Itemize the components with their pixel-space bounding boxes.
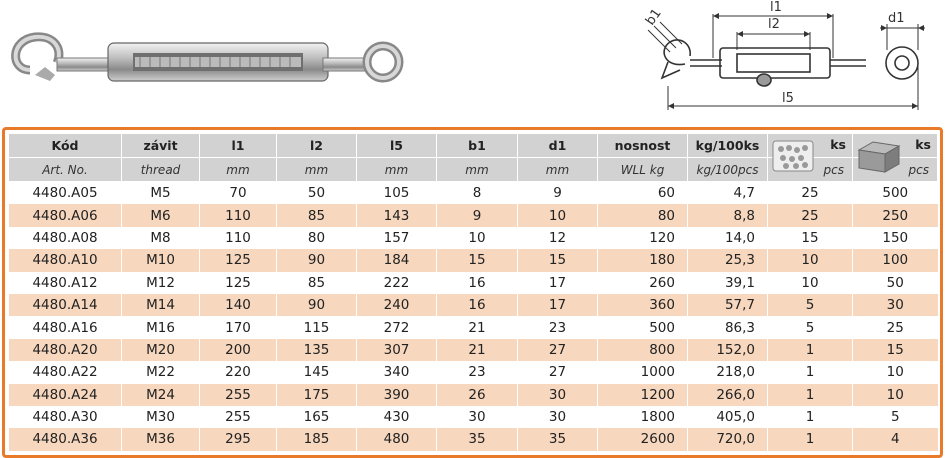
table-cell: 4480.A14 xyxy=(9,294,122,316)
table-cell: 1 xyxy=(768,428,853,450)
table-cell: 1200 xyxy=(598,384,688,406)
table-cell: 80 xyxy=(277,227,357,249)
table-cell: 14,0 xyxy=(688,227,768,249)
table-cell: 105 xyxy=(357,182,437,205)
table-cell: 295 xyxy=(200,428,277,450)
table-cell: 307 xyxy=(357,339,437,361)
table-cell: 16 xyxy=(437,294,518,316)
table-cell: 1800 xyxy=(598,406,688,428)
table-cell: 5 xyxy=(768,316,853,338)
table-cell: 255 xyxy=(200,384,277,406)
table-cell: 250 xyxy=(853,204,938,226)
table-cell: 8 xyxy=(437,182,518,205)
table-row xyxy=(9,182,938,205)
product-illustration-area xyxy=(0,0,945,126)
col-subheader: Art. No. xyxy=(9,158,122,182)
table-cell: 4480.A12 xyxy=(9,272,122,294)
table-cell: 23 xyxy=(437,361,518,383)
table-cell: 184 xyxy=(357,249,437,271)
table-cell: M16 xyxy=(122,316,200,338)
table-cell: 222 xyxy=(357,272,437,294)
table-cell: 27 xyxy=(518,361,598,383)
table-row xyxy=(9,294,938,316)
table-cell: 4480.A05 xyxy=(9,182,122,205)
table-cell: 21 xyxy=(437,339,518,361)
table-cell: 260 xyxy=(598,272,688,294)
table-cell: 12 xyxy=(518,227,598,249)
table-cell: 100 xyxy=(853,249,938,271)
table-cell: 500 xyxy=(853,182,938,205)
table-cell: 25,3 xyxy=(688,249,768,271)
table-cell: 115 xyxy=(277,316,357,338)
table-cell: 16 xyxy=(437,272,518,294)
table-cell: 1 xyxy=(768,361,853,383)
col-subheader: mm xyxy=(357,158,437,182)
box-icon xyxy=(857,138,901,174)
table-cell: 39,1 xyxy=(688,272,768,294)
col-header-box xyxy=(853,134,938,158)
table-cell: 30 xyxy=(853,294,938,316)
col-header-pack xyxy=(768,134,853,158)
table-cell: 35 xyxy=(437,428,518,450)
table-cell: 1 xyxy=(768,406,853,428)
table-cell: M20 xyxy=(122,339,200,361)
col-header: kg/100ks xyxy=(688,134,768,158)
table-cell: M30 xyxy=(122,406,200,428)
table-row xyxy=(9,272,938,294)
table-cell: 4480.A20 xyxy=(9,339,122,361)
table-cell: 85 xyxy=(277,204,357,226)
table-cell: 21 xyxy=(437,316,518,338)
table-cell: 25 xyxy=(853,316,938,338)
table-cell: 800 xyxy=(598,339,688,361)
table-row xyxy=(9,204,938,226)
label-d1: d1 xyxy=(888,11,905,26)
table-cell: 340 xyxy=(357,361,437,383)
table-cell: 90 xyxy=(277,249,357,271)
table-cell: 25 xyxy=(768,204,853,226)
table-cell: 25 xyxy=(768,182,853,205)
col-subheader: WLL kg xyxy=(598,158,688,182)
table-cell: 255 xyxy=(200,406,277,428)
col-subheader: thread xyxy=(122,158,200,182)
col-header: l2 xyxy=(277,134,357,158)
table-cell: 50 xyxy=(853,272,938,294)
table-cell: M22 xyxy=(122,361,200,383)
table-cell: 50 xyxy=(277,182,357,205)
table-cell: 360 xyxy=(598,294,688,316)
table-cell: 135 xyxy=(277,339,357,361)
table-cell: 157 xyxy=(357,227,437,249)
table-cell: 266,0 xyxy=(688,384,768,406)
table-cell: 10 xyxy=(437,227,518,249)
table-row xyxy=(9,316,938,338)
table-cell: 10 xyxy=(768,249,853,271)
table-cell: 15 xyxy=(518,249,598,271)
table-cell: 17 xyxy=(518,272,598,294)
col-header: b1 xyxy=(437,134,518,158)
table-cell: 165 xyxy=(277,406,357,428)
table-cell: 10 xyxy=(518,204,598,226)
col-subheader: pcs xyxy=(768,158,853,182)
table-cell: M24 xyxy=(122,384,200,406)
table-cell: 17 xyxy=(518,294,598,316)
table-cell: 2600 xyxy=(598,428,688,450)
table-cell: 200 xyxy=(200,339,277,361)
label-l5: l5 xyxy=(782,91,794,106)
table-cell: 720,0 xyxy=(688,428,768,450)
table-cell: M10 xyxy=(122,249,200,271)
spec-table-body xyxy=(9,182,938,451)
small-pack-icon xyxy=(772,138,814,174)
table-cell: 15 xyxy=(853,339,938,361)
table-cell: 57,7 xyxy=(688,294,768,316)
table-cell: 60 xyxy=(598,182,688,205)
header-row xyxy=(9,134,938,158)
table-cell: 23 xyxy=(518,316,598,338)
table-cell: 430 xyxy=(357,406,437,428)
table-cell: 15 xyxy=(437,249,518,271)
table-cell: 10 xyxy=(768,272,853,294)
table-row xyxy=(9,249,938,271)
table-row xyxy=(9,384,938,406)
table-row xyxy=(9,227,938,249)
col-header: l5 xyxy=(357,134,437,158)
table-cell: 220 xyxy=(200,361,277,383)
table-cell: 125 xyxy=(200,249,277,271)
label-l1: l1 xyxy=(770,0,782,15)
col-header: d1 xyxy=(518,134,598,158)
table-cell: 27 xyxy=(518,339,598,361)
table-cell: 170 xyxy=(200,316,277,338)
table-cell: 405,0 xyxy=(688,406,768,428)
table-cell: 4480.A10 xyxy=(9,249,122,271)
table-cell: 4,7 xyxy=(688,182,768,205)
table-row xyxy=(9,361,938,383)
table-cell: M6 xyxy=(122,204,200,226)
col-header: l1 xyxy=(200,134,277,158)
table-cell: 4480.A08 xyxy=(9,227,122,249)
table-cell: M36 xyxy=(122,428,200,450)
label-b1: b1 xyxy=(642,6,665,29)
table-cell: 15 xyxy=(768,227,853,249)
table-cell: 1000 xyxy=(598,361,688,383)
table-cell: 180 xyxy=(598,249,688,271)
table-cell: 90 xyxy=(277,294,357,316)
table-cell: 175 xyxy=(277,384,357,406)
table-cell: 5 xyxy=(768,294,853,316)
turnbuckle-photo xyxy=(5,15,425,125)
col-subheader: pcs xyxy=(853,158,938,182)
table-cell: 35 xyxy=(518,428,598,450)
spec-table xyxy=(8,133,938,451)
table-cell: 4480.A36 xyxy=(9,428,122,450)
col-subheader: mm xyxy=(200,158,277,182)
col-subheader: mm xyxy=(437,158,518,182)
table-cell: 4480.A16 xyxy=(9,316,122,338)
table-cell: 30 xyxy=(437,406,518,428)
table-cell: 4480.A22 xyxy=(9,361,122,383)
table-cell: 150 xyxy=(853,227,938,249)
table-cell: 80 xyxy=(598,204,688,226)
col-header: závit xyxy=(122,134,200,158)
table-cell: 30 xyxy=(518,406,598,428)
table-cell: M5 xyxy=(122,182,200,205)
table-row xyxy=(9,428,938,450)
table-cell: 218,0 xyxy=(688,361,768,383)
table-cell: 140 xyxy=(200,294,277,316)
table-cell: 10 xyxy=(853,384,938,406)
table-cell: 9 xyxy=(437,204,518,226)
table-cell: 4480.A30 xyxy=(9,406,122,428)
table-cell: 500 xyxy=(598,316,688,338)
table-cell: 110 xyxy=(200,204,277,226)
col-subheader: mm xyxy=(277,158,357,182)
table-cell: M8 xyxy=(122,227,200,249)
col-subheader: kg/100pcs xyxy=(688,158,768,182)
col-header: Kód xyxy=(9,134,122,158)
col-subheader: mm xyxy=(518,158,598,182)
table-cell: 120 xyxy=(598,227,688,249)
table-cell: 110 xyxy=(200,227,277,249)
col-header: ks xyxy=(915,137,931,152)
table-cell: 240 xyxy=(357,294,437,316)
table-cell: 5 xyxy=(853,406,938,428)
dimension-drawing xyxy=(640,0,940,124)
table-cell: 30 xyxy=(518,384,598,406)
table-row xyxy=(9,339,938,361)
table-cell: 4 xyxy=(853,428,938,450)
table-cell: 1 xyxy=(768,339,853,361)
table-cell: 272 xyxy=(357,316,437,338)
table-cell: 1 xyxy=(768,384,853,406)
table-cell: 85 xyxy=(277,272,357,294)
table-cell: 10 xyxy=(853,361,938,383)
table-cell: 8,8 xyxy=(688,204,768,226)
table-cell: 185 xyxy=(277,428,357,450)
table-cell: 125 xyxy=(200,272,277,294)
table-cell: 152,0 xyxy=(688,339,768,361)
table-cell: 143 xyxy=(357,204,437,226)
col-header: nosnost xyxy=(598,134,688,158)
label-l2: l2 xyxy=(768,17,780,32)
spec-table-frame xyxy=(2,127,943,458)
table-cell: 86,3 xyxy=(688,316,768,338)
table-cell: 70 xyxy=(200,182,277,205)
col-header: ks xyxy=(830,137,846,152)
table-cell: 9 xyxy=(518,182,598,205)
table-cell: M12 xyxy=(122,272,200,294)
table-cell: M14 xyxy=(122,294,200,316)
table-cell: 26 xyxy=(437,384,518,406)
table-cell: 4480.A24 xyxy=(9,384,122,406)
table-row xyxy=(9,406,938,428)
table-cell: 390 xyxy=(357,384,437,406)
table-cell: 145 xyxy=(277,361,357,383)
table-cell: 480 xyxy=(357,428,437,450)
table-cell: 4480.A06 xyxy=(9,204,122,226)
